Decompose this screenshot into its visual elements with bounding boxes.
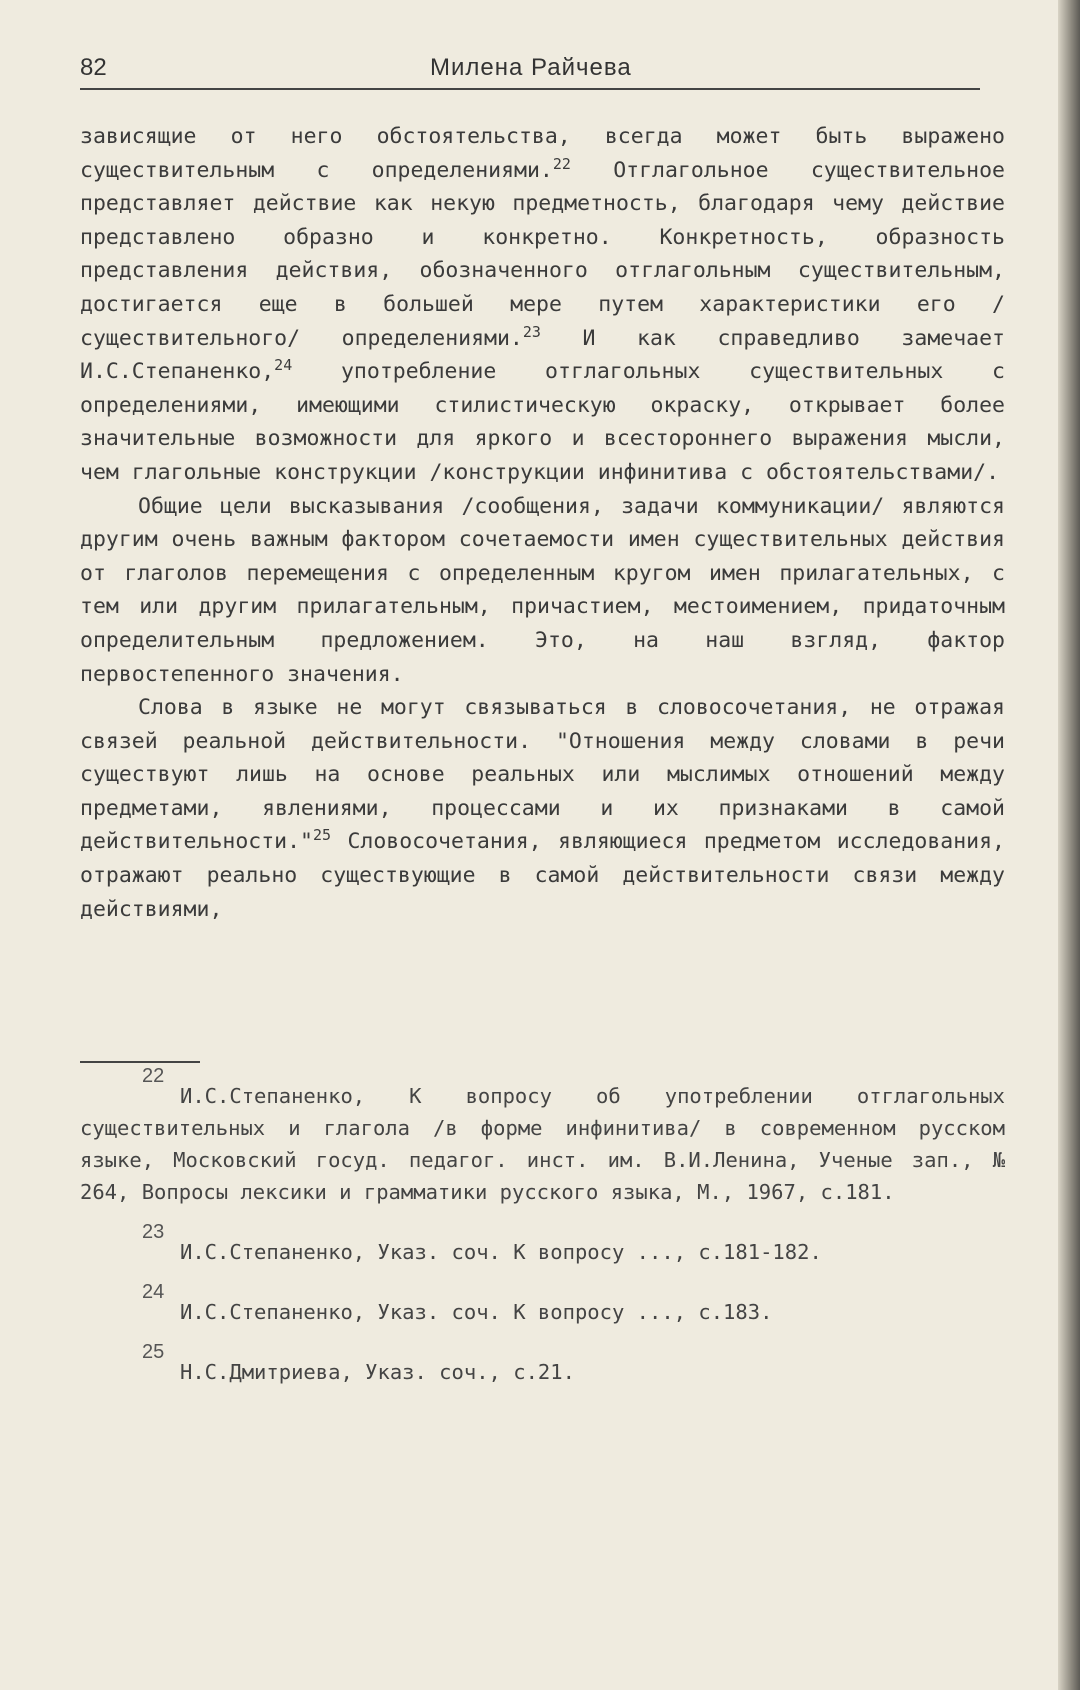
footnotes bbox=[80, 1066, 1005, 1402]
running-head-author: Милена Райчева bbox=[430, 54, 632, 81]
page-header bbox=[80, 52, 980, 90]
paragraph-2 bbox=[80, 490, 1005, 692]
footnote-number: 23 bbox=[142, 1221, 165, 1243]
body-text bbox=[80, 120, 1005, 926]
footnote-text: Н.С.Дмитриева, Указ. соч., с.21. bbox=[180, 1360, 575, 1384]
footnote-number: 25 bbox=[142, 1341, 165, 1363]
footnote-text: И.С.Степаненко, Указ. соч. К вопросу ..., с.181-182. bbox=[180, 1240, 822, 1264]
footnote-text: И.С.Степаненко, К вопросу об употреблении отглагольных существительных и глагола /в форме инфинитива/ в современном русском языке, Московский госуд. педагог. инст. им. В.И.Ленина, Ученые зап., № 264, Вопросы лексики и грамматики русского языка, М., 1967, с.181. bbox=[80, 1084, 1005, 1204]
footnote-ref-22: 22 bbox=[552, 154, 571, 173]
page-number: 82 bbox=[80, 54, 107, 81]
footnote-text: И.С.Степаненко, Указ. соч. К вопросу ..., с.183. bbox=[180, 1300, 773, 1324]
text-run: употребление отглагольных существительных с определениями, имеющими стилистическую окраску, открывает более значительные возможности для яркого и всестороннего выражения мысли, чем глагольные конструкции /конструкции инфинитива с обстоятельствами/. bbox=[80, 359, 1005, 485]
text-run: Слова в языке не могут связываться в словосочетания, не отражая связей реальной действительности. "Отношения между словами в речи существуют лишь на основе реальных или мыслимых отношений между предметами, явлениями, процессами и их признаками в самой действительности." bbox=[80, 695, 1005, 855]
footnote bbox=[80, 1066, 1005, 1208]
book-spine-edge bbox=[1058, 0, 1080, 1690]
footnote bbox=[80, 1222, 1005, 1268]
text-run: Общие цели высказывания /сообщения, задачи коммуникации/ являются другим очень важным фактором сочетаемости имен существительных действия от глаголов перемещения с определенным кругом имен прилагательных, с тем или другим прилагательным, причастием, местоимением, придаточным определительным предложением. Это, на наш взгляд, фактор первостепенного значения. bbox=[80, 493, 1005, 687]
footnote-ref-24: 24 bbox=[274, 356, 293, 374]
footnote-number: 24 bbox=[142, 1281, 165, 1303]
text-run: зависящие от него обстоятельства, всегда может быть выражено существительным с определениями. bbox=[80, 124, 1005, 183]
footnote-divider bbox=[80, 1061, 200, 1063]
footnote bbox=[80, 1342, 1005, 1388]
footnote bbox=[80, 1282, 1005, 1328]
text-run: Отглагольное существительное представляет действие как некую предметность, благодаря чему действие представлено образно и конкретно. Конкретность, образность представления действия, обозначенного отглагольным существительным, достигается еще в большей мере путем характеристики его /существительного/ определениями. bbox=[80, 157, 1005, 351]
paragraph-3 bbox=[80, 691, 1005, 926]
text-run: Словосочетания, являющиеся предметом исследования, отражают реально существующие в самой действительности связи между действиями, bbox=[80, 829, 1005, 922]
text-run: И как справедливо замечает И.С.Степаненко, bbox=[80, 325, 1005, 385]
footnote-number: 22 bbox=[142, 1065, 165, 1087]
footnote-ref-23: 23 bbox=[522, 322, 541, 341]
paragraph-1 bbox=[80, 120, 1005, 490]
footnote-ref-25: 25 bbox=[313, 826, 332, 845]
